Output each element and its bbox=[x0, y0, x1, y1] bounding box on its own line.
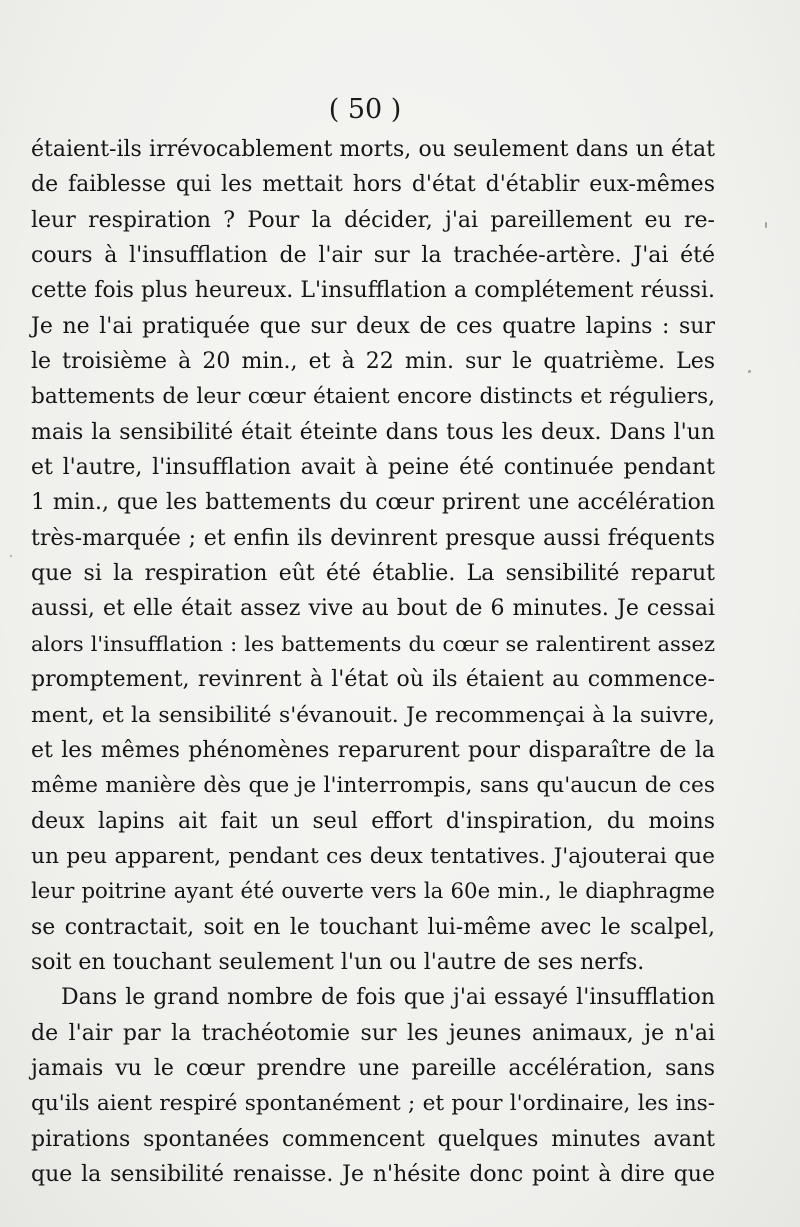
text-line: ment, et la sensibilité s'évanouit. Je recommençai à la suivre, bbox=[31, 702, 715, 728]
text-line: promptement, revinrent à l'état où ils étaient au commence- bbox=[31, 667, 715, 693]
text-line: aussi, et elle était assez vive au bout de 6 minutes. Je cessai bbox=[31, 596, 715, 622]
paper-speck bbox=[765, 222, 767, 228]
page-number: ( 50 ) bbox=[328, 94, 402, 125]
text-line: et les mêmes phénomènes reparurent pour disparaître de la bbox=[31, 737, 715, 763]
text-line: Dans le grand nombre de fois que j'ai essayé l'insufflation bbox=[61, 985, 715, 1011]
text-line: leur respiration ? Pour la décider, j'ai pareillement eu re- bbox=[31, 207, 715, 233]
text-line: très-marquée ; et enfin ils devinrent presque aussi fréquents bbox=[31, 525, 715, 551]
text-line: pirations spontanées commencent quelques minutes avant bbox=[31, 1126, 715, 1152]
text-line: et l'autre, l'insufflation avait à peine été continuée pendant bbox=[31, 455, 715, 481]
text-line: qu'ils aient respiré spontanément ; et pour l'ordinaire, les ins- bbox=[31, 1091, 715, 1117]
text-line: deux lapins ait fait un seul effort d'inspiration, du moins bbox=[31, 808, 715, 834]
text-line: un peu apparent, pendant ces deux tentatives. J'ajouterai que bbox=[31, 843, 715, 869]
text-line: battements de leur cœur étaient encore distincts et réguliers, bbox=[31, 384, 715, 410]
text-line: cette fois plus heureux. L'insufflation a complétement réussi. bbox=[31, 278, 715, 304]
text-line: le troisième à 20 min., et à 22 min. sur le quatrième. Les bbox=[31, 349, 715, 375]
text-line: que la sensibilité renaisse. Je n'hésite donc point à dire que bbox=[31, 1161, 715, 1187]
text-line: jamais vu le cœur prendre une pareille accélération, sans bbox=[31, 1055, 715, 1081]
text-line: même manière dès que je l'interrompis, sans qu'aucun de ces bbox=[31, 773, 715, 799]
text-line: Je ne l'ai pratiquée que sur deux de ces quatre lapins : sur bbox=[31, 313, 715, 339]
paper-speck bbox=[10, 555, 12, 557]
text-line: leur poitrine ayant été ouverte vers la 60e min., le diaphragme bbox=[31, 879, 715, 905]
text-line: alors l'insufflation : les battements du cœur se ralentirent assez bbox=[31, 631, 715, 656]
text-line: de l'air par la trachéotomie sur les jeunes animaux, je n'ai bbox=[31, 1020, 715, 1046]
text-line: de faiblesse qui les mettait hors d'état d'établir eux-mêmes bbox=[31, 172, 715, 198]
text-line: mais la sensibilité était éteinte dans tous les deux. Dans l'un bbox=[31, 419, 715, 445]
paper-speck bbox=[748, 370, 751, 373]
text-line: 1 min., que les battements du cœur prirent une accélération bbox=[31, 490, 715, 516]
text-line: que si la respiration eût été établie. La sensibilité reparut bbox=[31, 561, 715, 587]
body-text bbox=[31, 132, 715, 1192]
text-line: soit en touchant seulement l'un ou l'autre de ses nerfs. bbox=[31, 949, 645, 975]
text-line: se contractait, soit en le touchant lui-même avec le scalpel, bbox=[31, 914, 715, 940]
text-line: cours à l'insufflation de l'air sur la trachée-artère. J'ai été bbox=[31, 243, 715, 269]
text-line: étaient-ils irrévocablement morts, ou seulement dans un état bbox=[31, 137, 715, 162]
